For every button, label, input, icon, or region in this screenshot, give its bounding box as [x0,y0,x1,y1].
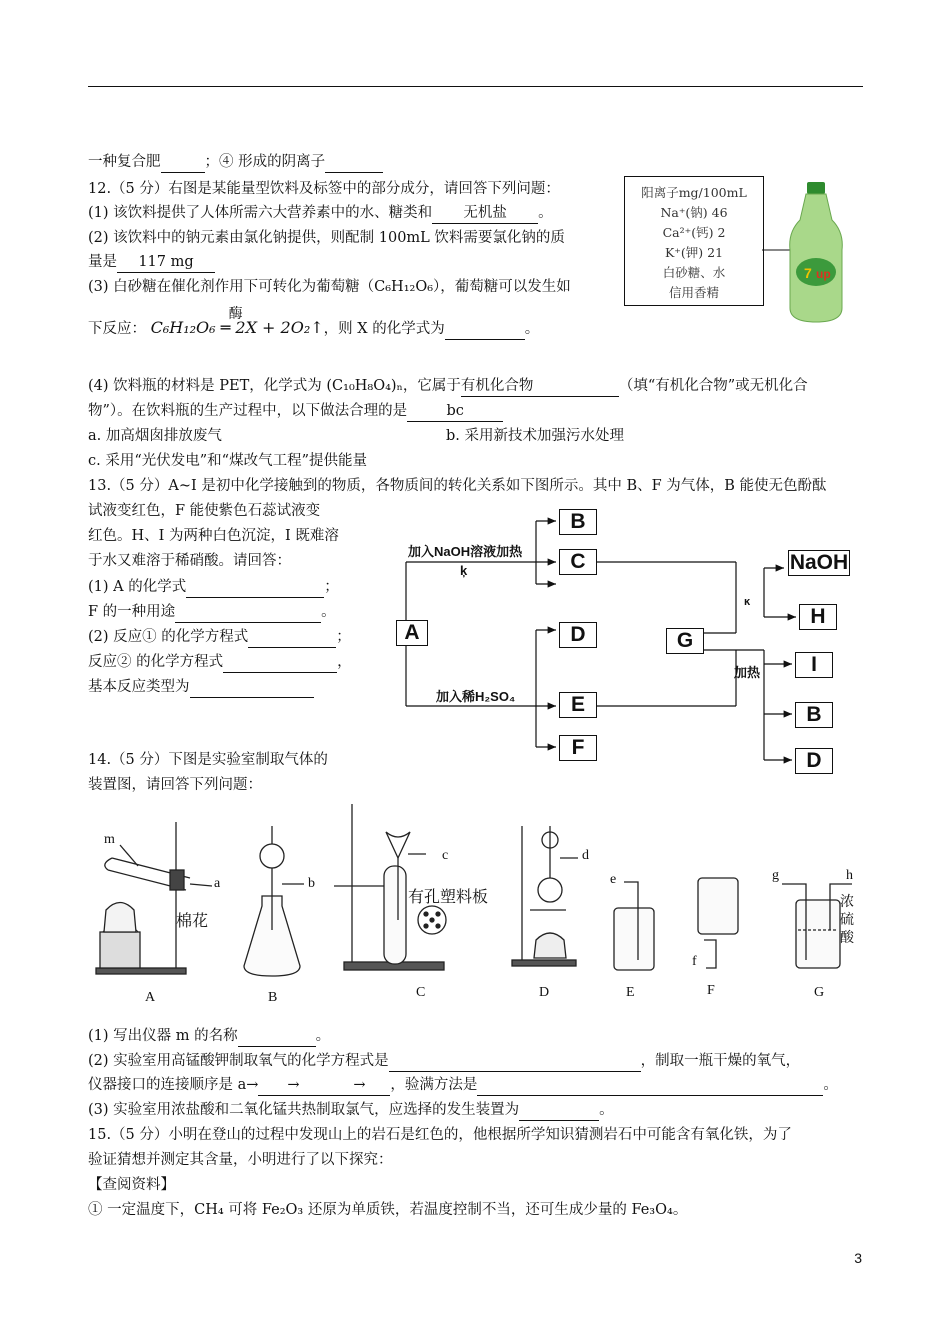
q12-p1-pre: (1) 该饮料提供了人体所需六大营养素中的水、糖类和 [88,205,433,221]
q12-p2-line1: (2) 该饮料中的钠元素由氯化钠提供，则配制 100mL 饮料需要氯化钠的质 [88,230,565,246]
blank[interactable] [519,1100,599,1121]
arrow: → [353,1077,366,1093]
label-line: 阳离子mg/100mL [641,185,747,200]
q12-p2-pre: 量是 [88,254,117,270]
q13-q2a-text: (2) 反应① 的化学方程式 [88,629,249,645]
flow-node-a: A [396,620,428,646]
label-h: h [846,868,853,883]
arrow: → [287,1077,300,1093]
q11-text-b: ；④ 形成的阴离子 [204,154,326,170]
blank[interactable] [389,1051,641,1072]
glucose-equation: C₆H₁₂O₆ ═ 2X + 2O₂↑ [150,318,324,337]
label-d: d [582,848,589,863]
label-line: 白砂糖、水 [662,265,726,280]
device-g-label: G [814,985,825,1000]
q13-line4: 于水又难溶于稀硝酸。请回答： [88,553,291,569]
label-plate: 有孔塑料板 [408,889,489,906]
q12-p2-answer[interactable]: 117 mg [117,252,215,273]
label-g: g [772,868,779,883]
label-line: K⁺(钾) 21 [664,245,724,260]
label-c: c [442,848,449,863]
label-line: Ca²⁺(钙) 2 [662,225,726,240]
blank[interactable] [328,1075,390,1096]
q13-q2b: 反应② 的化学方程式 ， [88,652,352,673]
label-a: a [214,876,221,891]
q14-p2-post: ，制取一瓶干燥的氧气， [640,1053,801,1069]
q13-line1: 13.（5 分）A~I 是初中化学接触到的物质，各物质间的转化关系如下图所示。其中 B、F 为气体，B 能使无色酚酞 [88,478,827,494]
catalyst-label: 酶 [228,306,243,322]
label-b: b [308,876,315,891]
q12-p3-post: ，则 X 的化学式为 [323,321,445,337]
q14-p2-line1 [88,1051,800,1072]
flow-node-d2: D [795,748,833,774]
q12-option-a: a. 加高烟囱排放废气 [88,428,222,444]
device-b-label: B [268,990,278,1005]
flow-label-naoh: 加入NaOH溶液加热 [408,544,523,559]
q12-p4-pre: (4) 饮料瓶的材料是 PET，化学式为 (C₁₀H₈O₄)ₙ，它属于 [88,378,461,394]
flow-label-h2so4: 加入稀H₂SO₄ [436,689,516,704]
q11-text-a: 一种复合肥 [88,154,161,170]
blank[interactable] [258,1075,328,1096]
device-e-label: E [626,985,635,1000]
q12-p3-pre: 下反应： [88,321,146,337]
svg-text:7: 7 [804,265,812,281]
q13-q2c-text: 基本反应类型为 [88,679,190,695]
flow-node-b: B [559,509,597,535]
q14-p3: (3) 实验室用浓盐酸和二氧化锰共热制取氯气，应选择的发生装置为 。 [88,1100,614,1121]
q12-option-b: b. 采用新技术加强污水处理 [446,428,624,444]
q14-p2-pre: (2) 实验室用高锰酸钾制取氧气的化学方程式是 [88,1053,389,1069]
flow-label-heat: 加热 [734,665,761,680]
svg-text:up: up [816,267,831,281]
page-number: 3 [854,1250,862,1266]
label-f: f [692,954,697,969]
device-a-label: A [145,990,156,1005]
q12-p4-answer[interactable]: 有机化合物 [461,376,619,397]
q12-intro: 12.（5 分）右图是某能量型饮料及标签中的部分成分，请回答下列问题： [88,181,560,197]
q13-q1a: (1) A 的化学式 ； [88,577,339,598]
q15-line1: 15.（5 分）小明在登山的过程中发现山上的岩石是红色的，他根据所学知识猜测岩石中可能含有氧化铁，为了 [88,1127,792,1143]
label-line: Na⁺(钠) 46 [660,205,728,220]
q13-line3: 红色。H、I 为两种白色沉淀，I 既难溶 [88,528,339,544]
flow-label-2: ĸ [744,596,751,608]
q13-q1b-text: F 的一种用途 [88,604,176,620]
q14-p2-line2-pre: 仪器接口的连接顺序是 a→ [88,1077,259,1093]
flow-node-naoh: NaOH [789,551,849,574]
q12-p1: (1) 该饮料提供了人体所需六大营养素中的水、糖类和 无机盐 。 [88,203,553,224]
label-m: m [104,832,115,847]
flow-node-d: D [559,622,597,648]
label-e: e [610,872,617,887]
q12-p4-line2-pre: 物”）。在饮料瓶的生产过程中，以下做法合理的是 [88,403,408,419]
q14-p2-line2-mid: ，验满方法是 [390,1077,478,1093]
flow-node-c: C [559,549,597,575]
flow-node-i: I [795,652,833,678]
q15-line2: 验证猜想并测定其含量，小明进行了以下探究： [88,1152,393,1168]
q12-p3-line2: 下反应： 酶 C₆H₁₂O₆ ═ 2X + 2O₂↑，则 X 的化学式为 。 [88,318,539,340]
device-c-label: C [416,985,426,1000]
q15-item1: ① 一定温度下，CH₄ 可将 Fe₂O₃ 还原为单质铁，若温度控制不当，还可生成少量的 Fe₃O₄。 [88,1202,688,1218]
flow-node-h: H [799,604,837,630]
q13-q2a: (2) 反应① 的化学方程式 ； [88,627,351,648]
q14-p3-text: (3) 实验室用浓盐酸和二氧化锰共热制取氯气，应选择的发生装置为 [88,1102,520,1118]
q12-p4-line2-answer[interactable]: bc [407,401,503,422]
flow-label-1: ķ [460,563,468,578]
q14-p1-text: (1) 写出仪器 m 的名称 [88,1028,238,1044]
blank[interactable] [477,1075,823,1096]
flow-node-g: G [666,628,704,654]
q13-q2b-text: 反应② 的化学方程式 [88,654,224,670]
label-cotton: 棉花 [176,913,209,930]
q13-line2: 试液变红色，F 能使紫色石蕊试液变 [88,503,321,519]
flow-node-f: F [559,735,597,761]
q14-line2: 装置图，请回答下列问题： [88,777,262,793]
device-d-label: D [539,985,550,1000]
label-line: 信用香精 [668,285,719,300]
q15-heading: 【查阅资料】 [88,1177,175,1193]
flow-node-b2: B [795,702,833,728]
q14-line1: 14.（5 分）下图是实验室制取气体的 [88,752,328,768]
q14-p2-line2: 仪器接口的连接顺序是 a→ → → ，验满方法是 。 [88,1075,838,1096]
label-acid: 浓硫酸 [840,895,854,946]
device-f-label: F [707,983,715,998]
blank[interactable] [238,1026,316,1047]
q14-p1: (1) 写出仪器 m 的名称 。 [88,1026,330,1047]
q12-p1-answer[interactable]: 无机盐 [432,203,538,224]
q13-q1b: F 的一种用途 。 [88,602,336,623]
q13-q1a-text: (1) A 的化学式 [88,579,187,595]
q12-p3-line1: (3) 白砂糖在催化剂作用下可转化为葡萄糖（C₆H₁₂O₆），葡萄糖可以发生如 [88,279,571,295]
flow-node-e: E [559,692,597,718]
q12-p4-post: （填“有机化合物”或无机化合 [618,378,808,394]
q12-option-c: c. 采用“光伏发电”和“煤改气工程”提供能量 [88,453,367,469]
